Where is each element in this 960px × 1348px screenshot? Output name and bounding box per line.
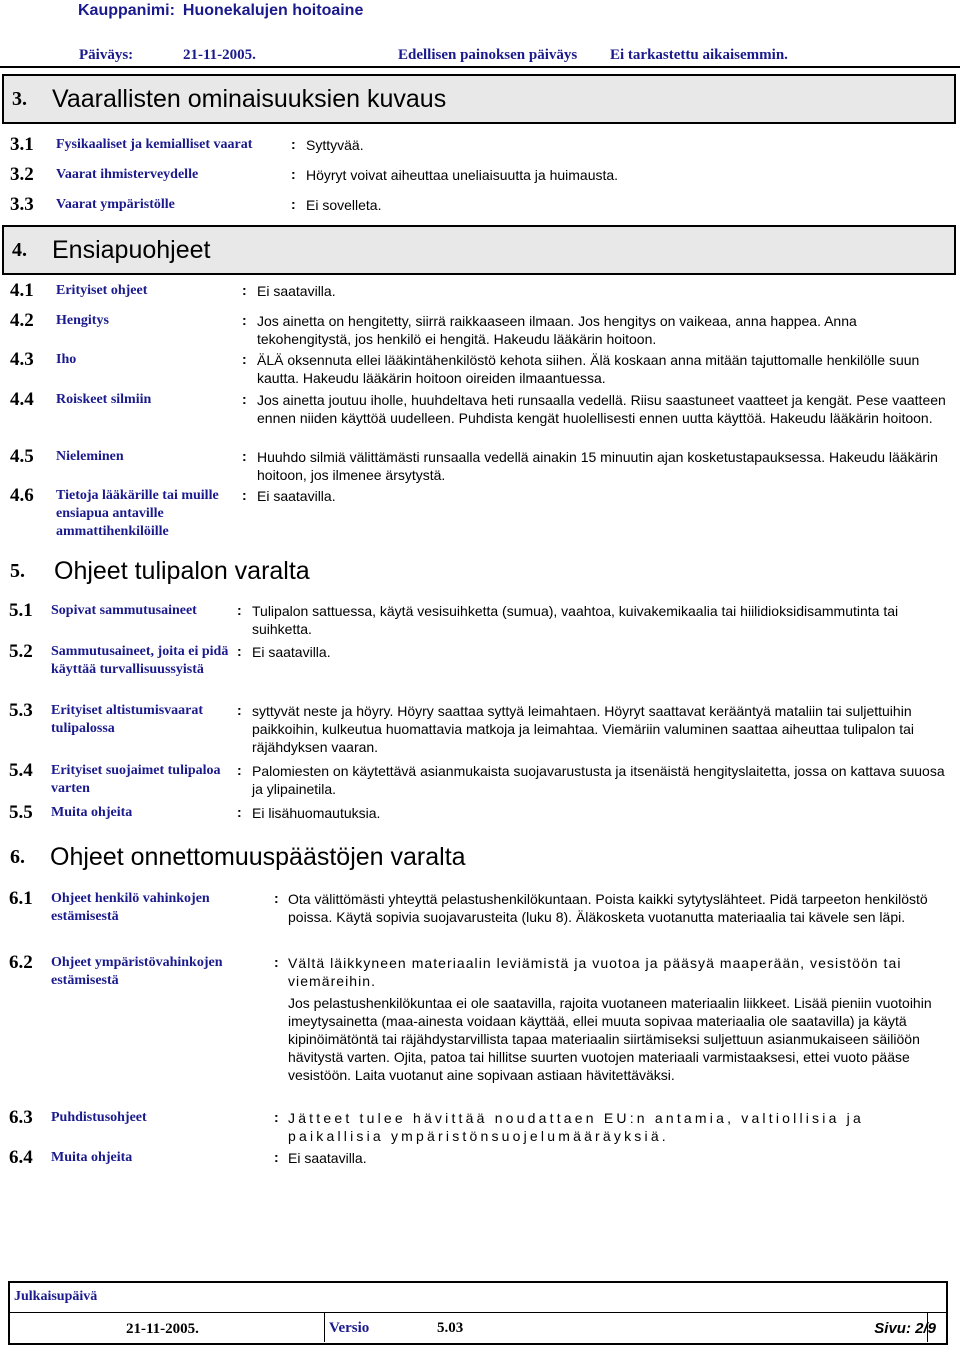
colon: : — [237, 643, 242, 659]
colon: : — [237, 762, 242, 778]
subsection-number: 3.1 — [10, 134, 34, 155]
subsection-label: Ohjeet henkilö vahinkojen estämisestä — [51, 891, 210, 924]
subsection-number: 4.1 — [10, 280, 34, 301]
trade-name — [78, 2, 363, 20]
subsection-label: Erityiset altistumisvaarat tulipalossa — [51, 703, 204, 736]
colon: : — [242, 487, 247, 503]
subsection-value: Syttyvää. — [306, 137, 364, 153]
subsection-label: Vaarat ympäristölle — [56, 197, 175, 212]
subsection-label: Hengitys — [56, 313, 109, 328]
section-title: Ensiapuohjeet — [52, 235, 211, 264]
subsection-number: 3.2 — [10, 164, 34, 185]
subsection-value: Ei saatavilla. — [252, 644, 331, 660]
subsection-value: Palomiesten on käytettävä asianmukaista suojavarustusta ja itsenäistä hengityslaitetta, jossa on kattava suuosa ja ylipainetila. — [252, 763, 945, 797]
trade-name-value: Huonekalujen hoitoaine — [182, 2, 364, 19]
page-footer — [8, 1281, 948, 1345]
subsection-value — [288, 954, 948, 1084]
section-6-header — [10, 840, 466, 874]
version-box — [324, 1313, 928, 1342]
publication-date: 21-11-2005. — [126, 1321, 199, 1337]
section-number: 6. — [10, 845, 25, 868]
subsection-value: Ei saatavilla. — [257, 488, 336, 504]
colon: : — [237, 804, 242, 820]
subsection-value: Ota välittömästi yhteyttä pelastushenkilökuntaan. Poista kaikki sytytyslähteet. Pidä tarpeeton henkilöstö poissa. Käytä sopivia suojavarusteita (luku 8). Äläkosketa vuotanutta materiaalia tai kävele sen läpi. — [288, 891, 928, 925]
colon: : — [274, 1149, 279, 1165]
prev-edition-value: Ei tarkastettu aikaisemmin. — [610, 47, 788, 63]
subsection-value: Tulipalon sattuessa, käytä vesisuihketta (sumua), vaahtoa, kuivakemikaalia tai hiilidioksidisammutinta tai suihketta. — [252, 603, 899, 637]
colon: : — [237, 602, 242, 618]
subsection-value: Ei lisähuomautuksia. — [252, 805, 381, 821]
subsection-value: Jos ainetta on hengitetty, siirrä raikkaaseen ilmaan. Jos hengitys on vaikeaa, anna happea. Anna tekohengitystä, jos henkilö ei hengitä. Hakeudu lääkärin hoitoon. — [257, 313, 857, 347]
subsection-number: 5.3 — [9, 700, 33, 721]
subsection-number: 6.1 — [9, 888, 33, 909]
footer-bottom-row — [10, 1312, 946, 1343]
date-label: Päiväys: — [79, 47, 134, 63]
subsection-value: ÄLÄ oksennuta ellei lääkintähenkilöstö kehota siihen. Älä koskaan anna mitään tajuttomalle henkilölle suun kautta. Hakeudu lääkärin hoitoon oireiden ilmaantuessa. — [257, 352, 920, 386]
colon: : — [274, 1109, 279, 1125]
colon: : — [237, 702, 242, 718]
subsection-value: Ei saatavilla. — [257, 283, 336, 299]
subsection-label: Nieleminen — [56, 449, 124, 464]
subsection-label: Tietoja lääkärille tai muille ensiapua antaville ammattihenkilöille — [56, 488, 219, 539]
subsection-value: syttyvät neste ja höyry. Höyry saattaa syttyä leimahtaen. Höyryt saattavat kerääntyä mataliin tai suljettuihin paikkoihin, kulkeutua huomattavia matkoja ja leimahtaa. Viemäriin valuminen saattaa aiheuttaa tulipalon tai räjähdyksen vaaran. — [252, 703, 915, 755]
paragraph-1: Vältä läikkyneen materiaalin leviämistä ja vuotoa ja pääsyä maaperään, vesistöön tai viemäreihin. — [288, 955, 902, 989]
paragraph-2: Jos pelastushenkilökuntaa ei ole saatavilla, rajoita vuotaneen materiaalin liikkeet. Lisää pieniin vuotoihin imeytysainetta (maa-ainesta voidaan käyttää, ellei muuta sopivaa materiaalia ole saatavilla) ja käytä kipinöimätöntä tai räjähdystarvillista tapaa materiaalin siirtämiseksi suljettuun asianmukaiseen säiliöön hävitystä varten. Ojita, patoa tai hillitse suurten vuotojen materiaali varmistaaksesi, ettei vuoto pääse vesistöön. Laita vuotanut aine sopivaan astiaan hävitettäväksi. — [288, 995, 932, 1083]
subsection-value: Jätteet tulee hävittää noudattaen EU:n antamia, valtiollisia ja paikallisia ympäristönsuojelumääräyksiä. — [288, 1110, 864, 1144]
publication-date-label: Julkaisupäivä — [14, 1289, 98, 1304]
subsection-label: Muita ohjeita — [51, 805, 133, 820]
subsection-number: 5.2 — [9, 641, 33, 662]
subsection-number: 6.4 — [9, 1147, 33, 1168]
subsection-label: Fysikaaliset ja kemialliset vaarat — [56, 137, 253, 152]
colon: : — [242, 312, 247, 328]
section-4-header — [2, 225, 956, 275]
subsection-number: 4.5 — [10, 446, 34, 467]
section-title: Vaarallisten ominaisuuksien kuvaus — [52, 84, 447, 113]
subsection-value: Höyryt voivat aiheuttaa uneliaisuutta ja huimausta. — [306, 167, 619, 183]
subsection-number: 5.1 — [9, 600, 33, 621]
subsection-number: 3.3 — [10, 194, 34, 215]
section-3-header — [2, 74, 956, 124]
subsection-label: Puhdistusohjeet — [51, 1110, 147, 1125]
subsection-label: Vaarat ihmisterveydelle — [56, 167, 199, 182]
colon: : — [291, 196, 296, 212]
colon: : — [242, 391, 247, 407]
subsection-label: Sammutusaineet, joita ei pidä käyttää turvallisuussyistä — [51, 644, 229, 677]
section-number: 5. — [10, 559, 25, 582]
section-5-header — [10, 554, 310, 588]
subsection-number: 4.3 — [10, 349, 34, 370]
colon: : — [242, 448, 247, 464]
subsection-number: 5.4 — [9, 760, 33, 781]
section-title: Ohjeet onnettomuuspäästöjen varalta — [50, 842, 466, 871]
colon: : — [291, 136, 296, 152]
colon: : — [242, 282, 247, 298]
date-value: 21-11-2005. — [183, 47, 256, 63]
subsection-number: 6.2 — [9, 952, 33, 973]
colon: : — [242, 351, 247, 367]
subsection-label: Muita ohjeita — [51, 1150, 133, 1165]
subsection-label: Erityiset suojaimet tulipaloa varten — [51, 763, 221, 796]
version-value: 5.03 — [437, 1320, 464, 1336]
subsection-value: Jos ainetta joutuu iholle, huuhdeltava heti runsaalla vedellä. Riisu saastuneet vaatteet ja kengät. Pese vaatteen ennen niiden käyttöä uudelleen. Puhdista kengät huolellisesti ennen uutta käyttöä. Hakeudu lääkärin hoitoon. — [257, 392, 946, 426]
subsection-label: Sopivat sammutusaineet — [51, 603, 197, 618]
version-label: Versio — [329, 1320, 370, 1336]
section-number: 3. — [12, 87, 27, 110]
section-title: Ohjeet tulipalon varalta — [54, 556, 310, 585]
subsection-label: Ohjeet ympäristövahinkojen estämisestä — [51, 955, 223, 988]
subsection-number: 4.2 — [10, 310, 34, 331]
subsection-number: 6.3 — [9, 1107, 33, 1128]
subsection-number: 4.6 — [10, 485, 34, 506]
colon: : — [274, 954, 279, 970]
subsection-label: Erityiset ohjeet — [56, 283, 148, 298]
header-divider — [0, 66, 960, 68]
section-number: 4. — [12, 238, 27, 261]
subsection-number: 4.4 — [10, 389, 34, 410]
subsection-value: Huuhdo silmiä välittämästi runsaalla vedellä ainakin 15 minuutin ajan kosketustapauksessa. Hakeudu lääkärin hoitoon, jos ilmenee ärsytystä. — [257, 449, 938, 483]
prev-edition-label: Edellisen painoksen päiväys — [398, 47, 578, 63]
page-number: Sivu: 2/9 — [874, 1320, 936, 1337]
colon: : — [274, 890, 279, 906]
subsection-value: Ei sovelleta. — [306, 197, 382, 213]
trade-name-label: Kauppanimi: — [78, 2, 175, 19]
subsection-number: 5.5 — [9, 802, 33, 823]
colon: : — [291, 166, 296, 182]
subsection-label: Iho — [56, 352, 77, 367]
subsection-value: Ei saatavilla. — [288, 1150, 367, 1166]
subsection-label: Roiskeet silmiin — [56, 392, 152, 407]
